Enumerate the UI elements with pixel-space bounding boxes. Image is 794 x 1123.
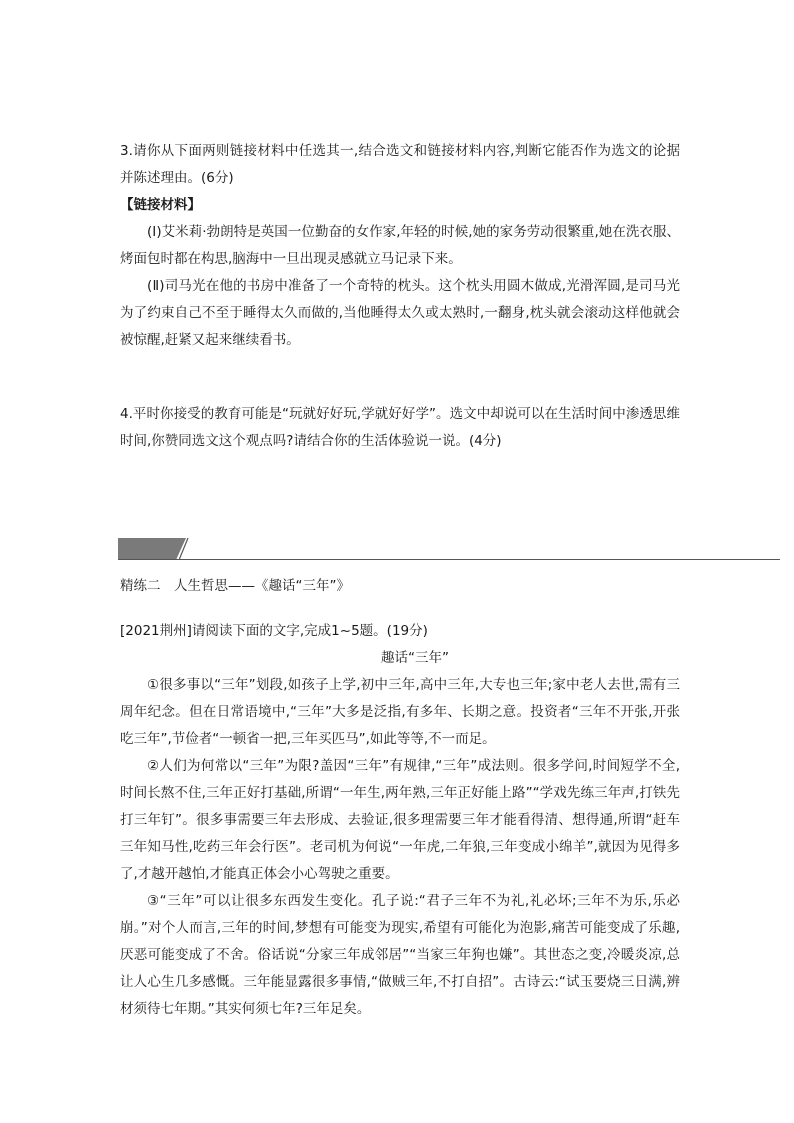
material-1: (Ⅰ)艾米莉·勃朗特是英国一位勤奋的女作家,年轻的时候,她的家务劳动很繁重,她在洗衣服、烤面包时都在构思,脑海中一旦出现灵感就立马记录下来。 (120, 224, 680, 267)
reading-passage (120, 618, 680, 1023)
question-4 (120, 401, 680, 455)
section-title: 精练二 人生哲思——《趣话“三年”》 (120, 578, 350, 594)
section-divider-bar (118, 538, 780, 560)
passage-source: [2021荆州]请阅读下面的文字,完成1~5题。(19分) (120, 623, 428, 639)
question-3 (120, 138, 680, 354)
question-3-prompt: 3.请你从下面两则链接材料中任选其一,结合选文和链接材料内容,判断它能否作为选文的论据并陈述理由。(6分) (120, 143, 680, 186)
question-4-prompt: 4.平时你接受的教育可能是“玩就好好玩,学就好好学”。选文中却说可以在生活时间中渗透思维时间,你赞同选文这个观点吗?请结合你的生活体验说一说。(4分) (120, 406, 680, 449)
material-2: (Ⅱ)司马光在他的书房中准备了一个奇特的枕头。这个枕头用圆木做成,光滑浑圆,是司马光为了约束自己不至于睡得太久而做的,当他睡得太久或太熟时,一翻身,枕头就会滚动这样他就会被惊醒,赶紧又起来继续看书。 (120, 278, 680, 348)
article-paragraph-2: ②人们为何常以“三年”为限?盖因“三年”有规律,“三年”成法则。很多学问,时间短学不全,时间长熬不住,三年正好打基础,所谓“一年生,两年熟,三年正好能上路”“学戏先练三年声,打铁先打三年钉”。很多事需要三年去形成、去验证,很多理需要三年才能看得清、想得通,所谓“赶车三年知马性,吃药三年会行医”。老司机为何说“一年虎,二年狼,三年变成小绵羊”,就因为见得多了,才越开越怕,才能真正体会小心驾驶之重要。 (120, 758, 680, 882)
section-tab-shape (118, 538, 186, 560)
article-paragraph-1: ①很多事以“三年”划段,如孩子上学,初中三年,高中三年,大专也三年;家中老人去世,需有三周年纪念。但在日常语境中,“三年”大多是泛指,有多年、长期之意。投资者“三年不开张,开张吃三年”,节俭者“一顿省一把,三年买匹马”,如此等等,不一而足。 (120, 677, 680, 747)
section-header (120, 573, 680, 600)
material-heading: 【链接材料】 (120, 197, 201, 213)
article-paragraph-3: ③“三年”可以让很多东西发生变化。孔子说:“君子三年不为礼,礼必坏;三年不为乐,乐必崩。”对个人而言,三年的时间,梦想有可能变为现实,希望有可能化为泡影,痛苦可能变成了乐趣,厌恶可能变成了不舍。俗话说“分家三年成邻居”“当家三年狗也嫌”。其世态之变,冷暖炎凉,总让人心生几多感慨。三年能显露很多事情,“做贼三年,不打自招”。古诗云:“试玉要烧三日满,辨材须待七年期。”其实何须七年?三年足矣。 (120, 893, 680, 1017)
article-title: 趣话“三年” (381, 650, 449, 666)
